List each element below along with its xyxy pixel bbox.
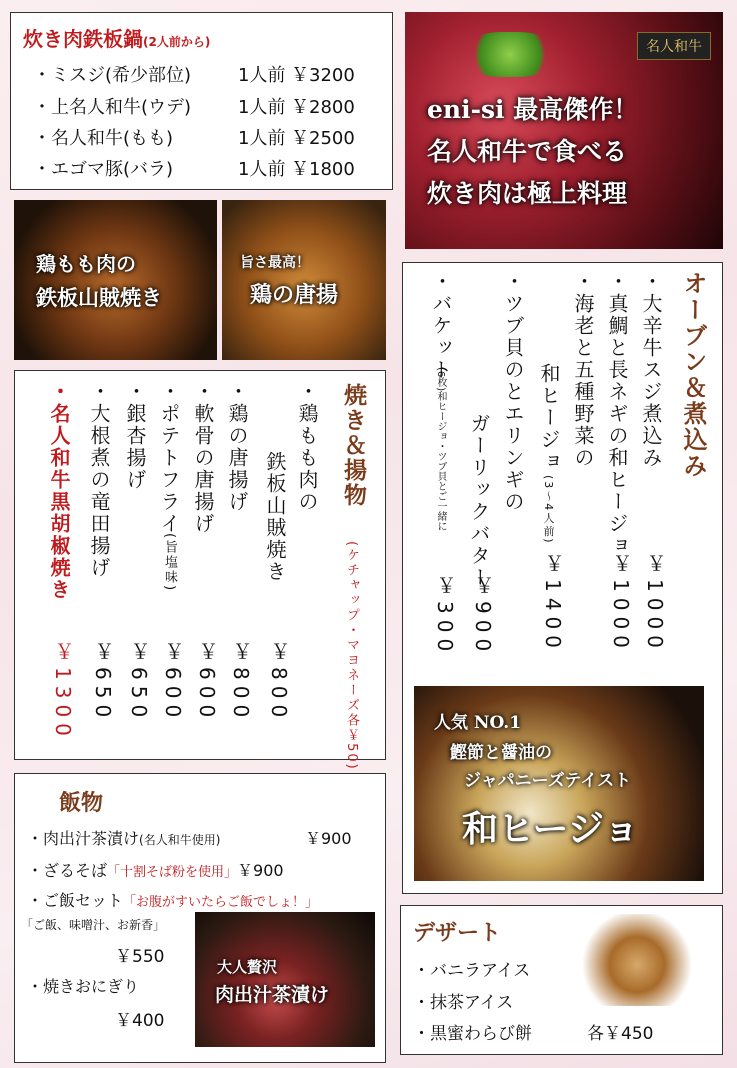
item-name: ・名人和牛(もも)	[33, 128, 174, 149]
item-sub: 「お腹がすいたらご飯でしょ！」	[123, 895, 319, 910]
fried-note: (ケチャップ・マヨネーズ各￥50)	[344, 541, 359, 771]
sanzokuyaki-photo	[14, 200, 217, 360]
ajillo-photo	[414, 686, 704, 881]
dessert-item: ・黒蜜わらび餅	[413, 1024, 532, 1044]
hero-line-1: eni-si 最高傑作！	[427, 95, 639, 124]
fried-item-name: ・軟骨の唐揚げ	[191, 381, 215, 535]
yakiniku-item	[33, 124, 355, 150]
yakiniku-note: (2人前から)	[143, 35, 211, 49]
fried-item-name: ・名人和牛黒胡椒焼き	[47, 381, 71, 601]
item-portion: 1人前	[238, 159, 286, 180]
fried-item-name: 鉄板山賊焼き	[263, 451, 287, 583]
yakiniku-panel	[10, 12, 393, 190]
item-sub: (名人和牛使用)	[139, 833, 221, 847]
hero-line-3: 炊き肉は極上料理	[427, 179, 628, 208]
photo-caption: 鶏の唐揚	[250, 282, 339, 308]
meat-photo	[405, 12, 723, 249]
fried-item-sub: (旨塩味)	[162, 533, 177, 593]
dessert-price: 各￥450	[587, 1024, 654, 1044]
rice-item	[27, 826, 220, 849]
fried-item-price: ￥600	[195, 641, 219, 724]
fried-item-price: ￥600	[161, 641, 185, 724]
rice-item	[27, 888, 318, 911]
chazuke-photo	[195, 912, 375, 1047]
oven-item-price: ￥1400	[541, 553, 565, 654]
fried-item-price: ￥1300	[51, 641, 75, 742]
rice-title: 飯物	[59, 791, 104, 816]
fried-item-price: ￥800	[229, 641, 253, 724]
item-price: ￥2500	[291, 128, 355, 149]
fried-item-price: ￥800	[267, 641, 291, 724]
item-name: ・エゴマ豚(バラ)	[33, 159, 174, 180]
oven-item-sub: (6枚)和ヒージョ・ツブ貝とご一緒に	[435, 367, 446, 532]
oven-item-price: ￥1000	[643, 553, 667, 654]
oven-item-price: ￥900	[471, 575, 495, 658]
green-onion-image	[465, 32, 555, 77]
photo-caption: 肉出汁茶漬け	[215, 984, 330, 1006]
fried-title: 焼き＆揚物	[340, 383, 366, 508]
fried-item-price: ￥650	[127, 641, 151, 724]
item-name: ・ざるそば	[27, 861, 108, 880]
item-name: ・ご飯セット	[27, 891, 124, 910]
yakiniku-item	[33, 61, 355, 87]
oven-item-price: ￥1000	[609, 553, 633, 654]
photo-title: 和ヒージョ	[462, 808, 640, 850]
photo-caption: 鰹節と醤油の	[450, 743, 552, 763]
oven-item-price: ￥300	[433, 575, 457, 658]
item-price: ￥900	[237, 861, 284, 880]
photo-caption: 鉄板山賊焼き	[36, 285, 162, 310]
photo-caption: 鶏もも肉の	[36, 252, 136, 276]
item-name: ・肉出汁茶漬け	[27, 829, 140, 848]
photo-caption: 旨さ最高！	[240, 255, 310, 271]
oven-item-name: 和ヒージョ	[537, 363, 561, 473]
oven-item-name: ガーリックバター	[467, 413, 491, 589]
oven-title: オーブン＆煮込み	[679, 271, 707, 479]
dessert-title: デザート	[413, 921, 502, 946]
warabi-mochi-image	[577, 914, 697, 1006]
item-price: ￥2800	[291, 97, 355, 118]
item-portion: 1人前	[238, 97, 286, 118]
item-sub: 「十割そば粉を使用」	[107, 865, 238, 880]
fried-item-name: ・鶏の唐揚げ	[225, 381, 249, 513]
item-price: ￥550	[115, 947, 165, 967]
oven-item-name: ・バケット	[429, 271, 453, 381]
yakiniku-title: 炊き肉鉄板鍋(2人前から)	[23, 27, 211, 51]
dessert-panel	[400, 905, 723, 1055]
photo-caption: 人気 NO.1	[434, 713, 522, 733]
fried-item-price: ￥650	[91, 641, 115, 724]
yakiniku-item	[33, 155, 355, 181]
fried-item-name: ・大根煮の竜田揚げ	[87, 381, 111, 579]
photo-caption: 大人贅沢	[217, 958, 278, 976]
dessert-item: ・バニラアイス	[413, 961, 531, 981]
dessert-item: ・抹茶アイス	[413, 993, 514, 1013]
rice-item	[27, 858, 284, 881]
oven-item-sub: (3〜4人前)	[542, 475, 555, 545]
item-price: ￥400	[115, 1011, 165, 1031]
item-price: ￥900	[305, 829, 352, 848]
fried-panel	[14, 370, 386, 771]
oven-item-name: ・大辛牛スジ煮込み	[639, 271, 663, 469]
item-price: ￥1800	[291, 159, 355, 180]
brand-badge: 名人和牛	[637, 32, 711, 60]
item-note: 「ご飯、味噌汁、お新香」	[21, 918, 166, 932]
oven-item-name: ・ツブ貝のとエリンギの	[501, 271, 525, 513]
item-name: ・上名人和牛(ウデ)	[33, 97, 192, 118]
fried-item-name: ・ポテトフライ	[157, 381, 181, 535]
item-portion: 1人前	[238, 128, 286, 149]
photo-caption: ジャパニーズテイスト	[464, 771, 632, 791]
item-price: ￥3200	[291, 65, 355, 86]
hero-line-2: 名人和牛で食べる	[427, 137, 628, 166]
oven-item-name: ・真鯛と長ネギの和ヒージョ	[605, 271, 629, 557]
fried-item-name: ・銀杏揚げ	[123, 381, 147, 491]
karaage-photo	[222, 200, 386, 360]
item-portion: 1人前	[238, 65, 286, 86]
yakiniku-item	[33, 93, 355, 119]
item-name: ・ミスジ(希少部位)	[33, 65, 192, 86]
fried-item-name: ・鶏もも肉の	[295, 381, 319, 513]
oven-item-name: ・海老と五種野菜の	[571, 271, 595, 469]
item-name: ・焼きおにぎり	[27, 977, 140, 996]
